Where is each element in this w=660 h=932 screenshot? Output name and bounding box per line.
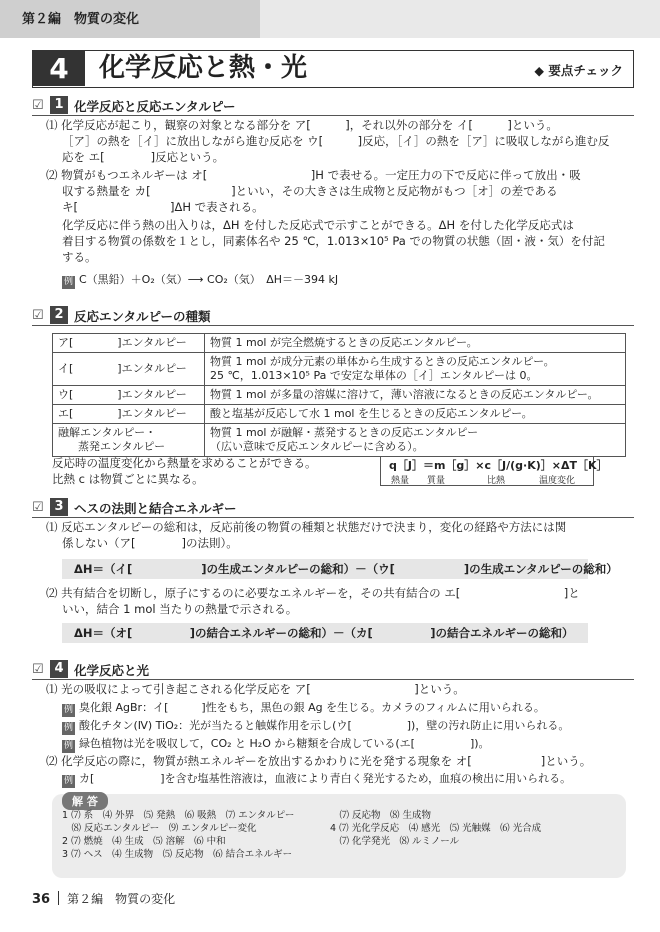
s1-line: 着目する物質の係数を１とし，同素体名や 25 ℃，1.013×10⁵ Pa での物質の状態（固・液・気）を付記	[62, 234, 605, 248]
s3-line: ⑵ 共有結合を切断し，原子にするのに必要なエネルギーを，その共有結合の エ[ ]と	[46, 586, 580, 600]
checkbox-icon[interactable]: ☑	[32, 308, 44, 323]
section-4-header	[32, 660, 634, 680]
answer-box	[52, 794, 626, 878]
footer-part: 第２編 物質の変化	[67, 892, 176, 906]
table-row	[53, 334, 626, 353]
example-mark: 例	[63, 741, 73, 751]
table-cell-line: 蒸発エンタルピー	[78, 440, 166, 453]
part-label: 第２編 物質の変化	[22, 12, 140, 27]
s4-example	[62, 771, 571, 788]
s1-example	[62, 272, 338, 289]
table-cell: 物質 1 mol が完全燃焼するときの反応エンタルピー。	[205, 334, 626, 353]
section-1-header	[32, 96, 634, 116]
page-number: 36	[32, 892, 51, 907]
s1-line: する。	[62, 250, 97, 264]
table-cell: エ[ ]エンタルピー	[53, 405, 205, 424]
example-mark: 例	[63, 705, 73, 715]
s4-example	[62, 718, 569, 735]
section-title: ヘスの法則と結合エネルギー	[74, 501, 237, 516]
chapter-title-box	[32, 50, 634, 88]
s1-line: 化学反応に伴う熱の出入りは，ΔH を付した反応式で示すことができる。ΔH を付した化学反応式は	[62, 218, 574, 232]
s1-line: キ[ ]ΔH で表される。	[62, 200, 264, 214]
chapter-number: 4	[33, 51, 85, 86]
table-row	[53, 405, 626, 424]
hess-equation: ΔH＝（イ[ ]の生成エンタルピーの総和）－（ウ[ ]の生成エンタルピーの総和）	[62, 559, 588, 579]
table-cell-line: 物質 1 mol が成分元素の単体から生成するときの反応エンタルピー。	[210, 355, 555, 368]
table-cell-line: 物質 1 mol が融解・蒸発するときの反応エンタルピー	[210, 426, 479, 439]
section-title: 反応エンタルピーの種類	[74, 309, 211, 324]
section-3-header	[32, 498, 634, 518]
table-cell: ウ[ ]エンタルピー	[53, 386, 205, 405]
answer-line: 3 ⑺ ヘス ⑷ 生成物 ⑸ 反応物 ⑹ 結合エネルギー	[62, 849, 293, 860]
s4-example	[62, 736, 490, 753]
s1-line: 収する熱量を カ[ ]といい，その大きさは生成物と反応物がもつ［オ］の差である	[62, 184, 558, 198]
checkbox-icon[interactable]: ☑	[32, 662, 44, 677]
s3-line: いい，結合 1 mol 当たりの熱量で示される。	[62, 602, 298, 616]
table-cell	[205, 353, 626, 386]
example-mark: 例	[63, 277, 73, 287]
formula-label: 熱量	[391, 476, 410, 486]
table-cell: ア[ ]エンタルピー	[53, 334, 205, 353]
example-text: 臭化銀 AgBr：イ[ ]性をもち，黒色の銀 Ag を生じる。カメラのフィルムに用いられる。	[79, 701, 545, 714]
answer-line: ⑺ 反応物 ⑻ 生成物	[330, 810, 432, 821]
section-2-header	[32, 306, 634, 326]
checkbox-icon[interactable]: ☑	[32, 98, 44, 113]
enthalpy-table	[52, 333, 626, 457]
table-cell: 酸と塩基が反応して水 1 mol を生じるときの反応エンタルピー。	[205, 405, 626, 424]
page-footer	[32, 890, 175, 907]
answer-line: ⑻ 反応エンタルピー ⑼ エンタルピー変化	[62, 823, 257, 834]
table-cell-line: 融解エンタルピー・	[58, 426, 157, 439]
s2-note: 反応時の温度変化から熱量を求めることができる。	[52, 456, 317, 470]
answer-line: 1 ⑺ 系 ⑷ 外界 ⑸ 発熱 ⑹ 吸熱 ⑺ エンタルピー	[62, 810, 295, 821]
section-number: 1	[50, 96, 68, 114]
section-number: 4	[50, 660, 68, 678]
table-cell: 物質 1 mol が多量の溶媒に溶けて，薄い溶液になるときの反応エンタルピー。	[205, 386, 626, 405]
section-title: 化学反応と光	[74, 663, 150, 678]
answer-line: 4 ⑺ 光化学反応 ⑷ 感光 ⑸ 光触媒 ⑹ 光合成	[330, 823, 542, 834]
table-row	[53, 386, 626, 405]
section-title: 化学反応と反応エンタルピー	[74, 99, 236, 114]
s1-line: ⑵ 物質がもつエネルギーは オ[ ]H で表せる。一定圧力の下で反応に伴って放出・吸	[46, 168, 581, 182]
example-text: C（黒鉛）＋O₂（気）⟶ CO₂（気） ΔH＝－394 kJ	[79, 273, 339, 286]
table-cell	[205, 424, 626, 457]
section-number: 3	[50, 498, 68, 516]
table-cell: イ[ ]エンタルピー	[53, 353, 205, 386]
example-text: カ[ ]を含む塩基性溶液は，血液により青白く発光するため，血痕の検出に用いられる。	[79, 772, 572, 785]
section-number: 2	[50, 306, 68, 324]
formula-label: 質量	[427, 476, 446, 486]
divider	[58, 891, 59, 905]
chapter-title: 化学反応と熱・光	[99, 53, 308, 83]
table-cell-line: 25 ℃，1.013×10⁵ Pa で安定な単体の［イ］エンタルピーは 0。	[210, 369, 538, 382]
s4-example	[62, 700, 545, 717]
example-text: 緑色植物は光を吸収して，CO₂ と H₂O から糖類を合成している(エ[ ])。	[79, 737, 490, 750]
s1-line: 応を エ[ ]反応という。	[62, 150, 225, 164]
table-cell	[53, 424, 205, 457]
heat-formula: q［J］＝m［g］×c［J/(g·K)］×ΔT［K］	[389, 459, 608, 472]
formula-label: 温度変化	[539, 476, 576, 486]
checkbox-icon[interactable]: ☑	[32, 500, 44, 515]
s1-line: ［ア］の熱を［イ］に放出しながら進む反応を ウ[ ]反応，［イ］の熱を［ア］に吸収しながら進む反	[62, 134, 610, 148]
s1-line: ⑴ 化学反応が起こり，観察の対象となる部分を ア[ ]，それ以外の部分を イ[ ]という。	[46, 118, 558, 132]
heat-formula-box	[380, 456, 608, 486]
example-mark: 例	[63, 723, 73, 733]
s3-line: ⑴ 反応エンタルピーの総和は，反応前後の物質の種類と状態だけで決まり，変化の経路や方法には関	[46, 520, 567, 534]
formula-label: 比熱	[487, 476, 506, 486]
bond-energy-equation: ΔH＝（オ[ ]の結合エネルギーの総和）－（カ[ ]の結合エネルギーの総和）	[62, 623, 588, 643]
s2-note: 比熱 c は物質ごとに異なる。	[52, 472, 204, 486]
example-mark: 例	[63, 776, 73, 786]
example-text: 酸化チタン(Ⅳ) TiO₂：光が当たると触媒作用を示し(ウ[ ])，壁の汚れ防止に用いられる。	[79, 719, 570, 732]
table-row	[53, 353, 626, 386]
s4-line: ⑴ 光の吸収によって引き起こされる化学反応を ア[ ]という。	[46, 682, 465, 696]
check-label: ◆ 要点チェック	[534, 63, 623, 78]
s4-line: ⑵ 化学反応の際に，物質が熱エネルギーを放出するかわりに光を発する現象を オ[ ]という。	[46, 754, 592, 768]
answer-heading: 解 答	[62, 792, 108, 810]
answer-line: 2 ⑺ 燃焼 ⑷ 生成 ⑸ 溶解 ⑹ 中和	[62, 836, 226, 847]
table-cell-line: （広い意味で反応エンタルピーに含める）。	[210, 440, 424, 453]
s3-line: 係しない（ア[ ]の法則）。	[62, 536, 238, 550]
answer-line: ⑺ 化学発光 ⑻ ルミノール	[330, 836, 460, 847]
table-row	[53, 424, 626, 457]
